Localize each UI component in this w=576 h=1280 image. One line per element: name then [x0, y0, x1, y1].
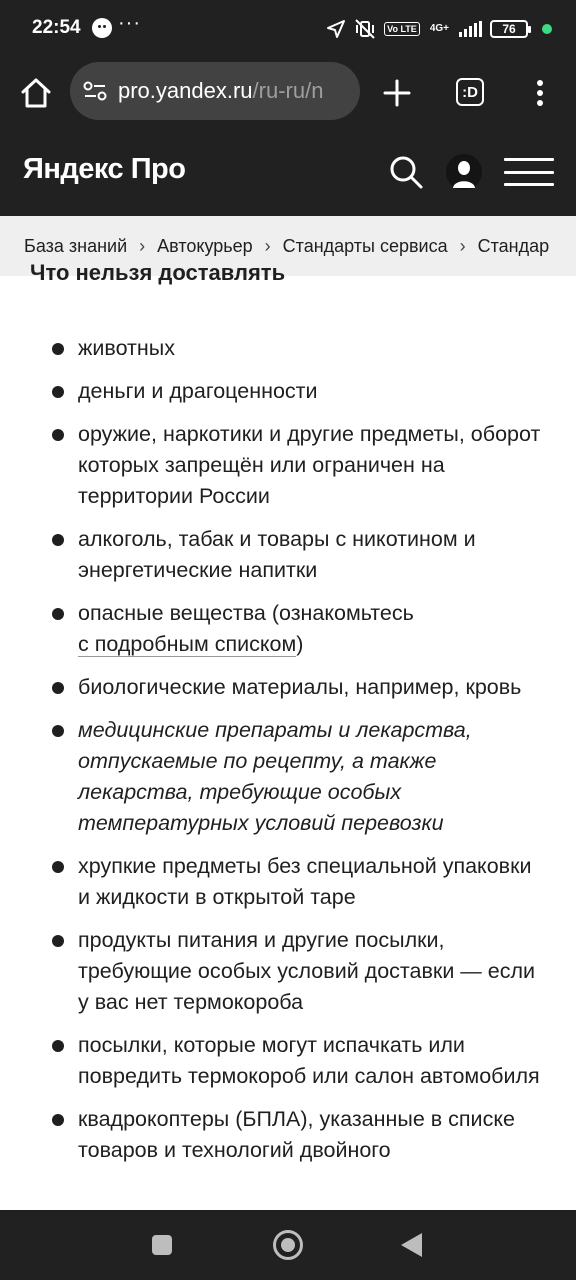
list-item-suffix: ): [296, 632, 304, 656]
back-triangle-icon[interactable]: [401, 1233, 422, 1257]
list-item: [0, 598, 576, 660]
hamburger-menu-icon[interactable]: [504, 158, 554, 186]
home-circle-icon[interactable]: [273, 1230, 303, 1260]
privacy-indicator-dot: [542, 24, 552, 34]
list-item: посылки, которые могут испачкать или повредить термокороб или салон автомобиля: [0, 1030, 576, 1092]
breadcrumb-item[interactable]: Стандарты сервиса: [282, 235, 448, 256]
tabs-switcher-button[interactable]: [456, 78, 484, 106]
status-icons: [326, 16, 552, 42]
list-item: продукты питания и другие посылки, требующие особых условий доставки — если у вас нет термокороба: [0, 925, 576, 1018]
chevron-right-icon: ›: [264, 235, 271, 256]
chevron-right-icon: ›: [139, 235, 146, 256]
home-icon[interactable]: [18, 75, 54, 111]
list-item-text: опасные вещества (ознакомьтесь: [78, 601, 414, 625]
battery-level: 76: [502, 22, 516, 36]
prohibited-items-list: [0, 333, 576, 1178]
list-item: деньги и драгоценности: [0, 376, 576, 407]
smiley-notification-icon: [92, 18, 112, 38]
list-item: оружие, наркотики и другие предметы, оборот которых запрещён или ограничен на территории России: [0, 419, 576, 512]
site-header: [0, 126, 576, 216]
list-item: алкоголь, табак и товары с никотином и энергетические напитки: [0, 524, 576, 586]
plus-icon[interactable]: [380, 76, 414, 110]
url-path: /ru-ru/n: [252, 78, 324, 103]
more-notifications-icon: ···: [118, 12, 141, 34]
system-navigation-bar: [0, 1210, 576, 1280]
list-item: животных: [0, 333, 576, 364]
site-settings-icon[interactable]: [82, 78, 108, 104]
site-logo[interactable]: Яндекс Про: [23, 153, 186, 185]
breadcrumb-item[interactable]: Стандар: [477, 235, 550, 256]
breadcrumb-item[interactable]: База знаний: [24, 235, 128, 256]
status-bar: [0, 0, 576, 60]
url-host: pro.yandex.ru: [118, 78, 253, 103]
address-bar[interactable]: [70, 62, 360, 120]
vibrate-off-icon: [354, 18, 376, 40]
network-type-badge: 4G+: [429, 23, 449, 34]
section-heading: Что нельзя доставлять: [30, 260, 286, 285]
dangerous-goods-list-link[interactable]: с подробным списком: [78, 632, 297, 656]
search-icon[interactable]: [388, 154, 424, 190]
chevron-right-icon: ›: [459, 235, 466, 256]
browser-toolbar: [0, 60, 576, 126]
signal-strength-icon: [459, 21, 482, 37]
list-item: квадрокоптеры (БПЛА), указанные в списке товаров и технологий двойного: [0, 1104, 576, 1166]
location-arrow-icon: [326, 19, 346, 39]
article-content: [0, 260, 576, 1210]
tabs-switcher-label: :D: [462, 83, 478, 101]
volte-badge: Vo LTE: [384, 22, 420, 36]
breadcrumb-item[interactable]: Автокурьер: [157, 235, 253, 256]
recents-square-icon[interactable]: [152, 1235, 172, 1255]
list-item: медицинские препараты и лекарства, отпускаемые по рецепту, а также лекарства, требующие особых температурных условий перевозки: [0, 715, 576, 839]
status-time: 22:54: [32, 17, 81, 38]
battery-icon: [490, 20, 528, 38]
overflow-menu-icon[interactable]: [530, 76, 550, 110]
list-item: биологические материалы, например, кровь: [0, 672, 576, 703]
list-item: хрупкие предметы без специальной упаковки и жидкости в открытой таре: [0, 851, 576, 913]
url-text: [118, 78, 323, 104]
profile-avatar-icon[interactable]: [446, 154, 482, 190]
